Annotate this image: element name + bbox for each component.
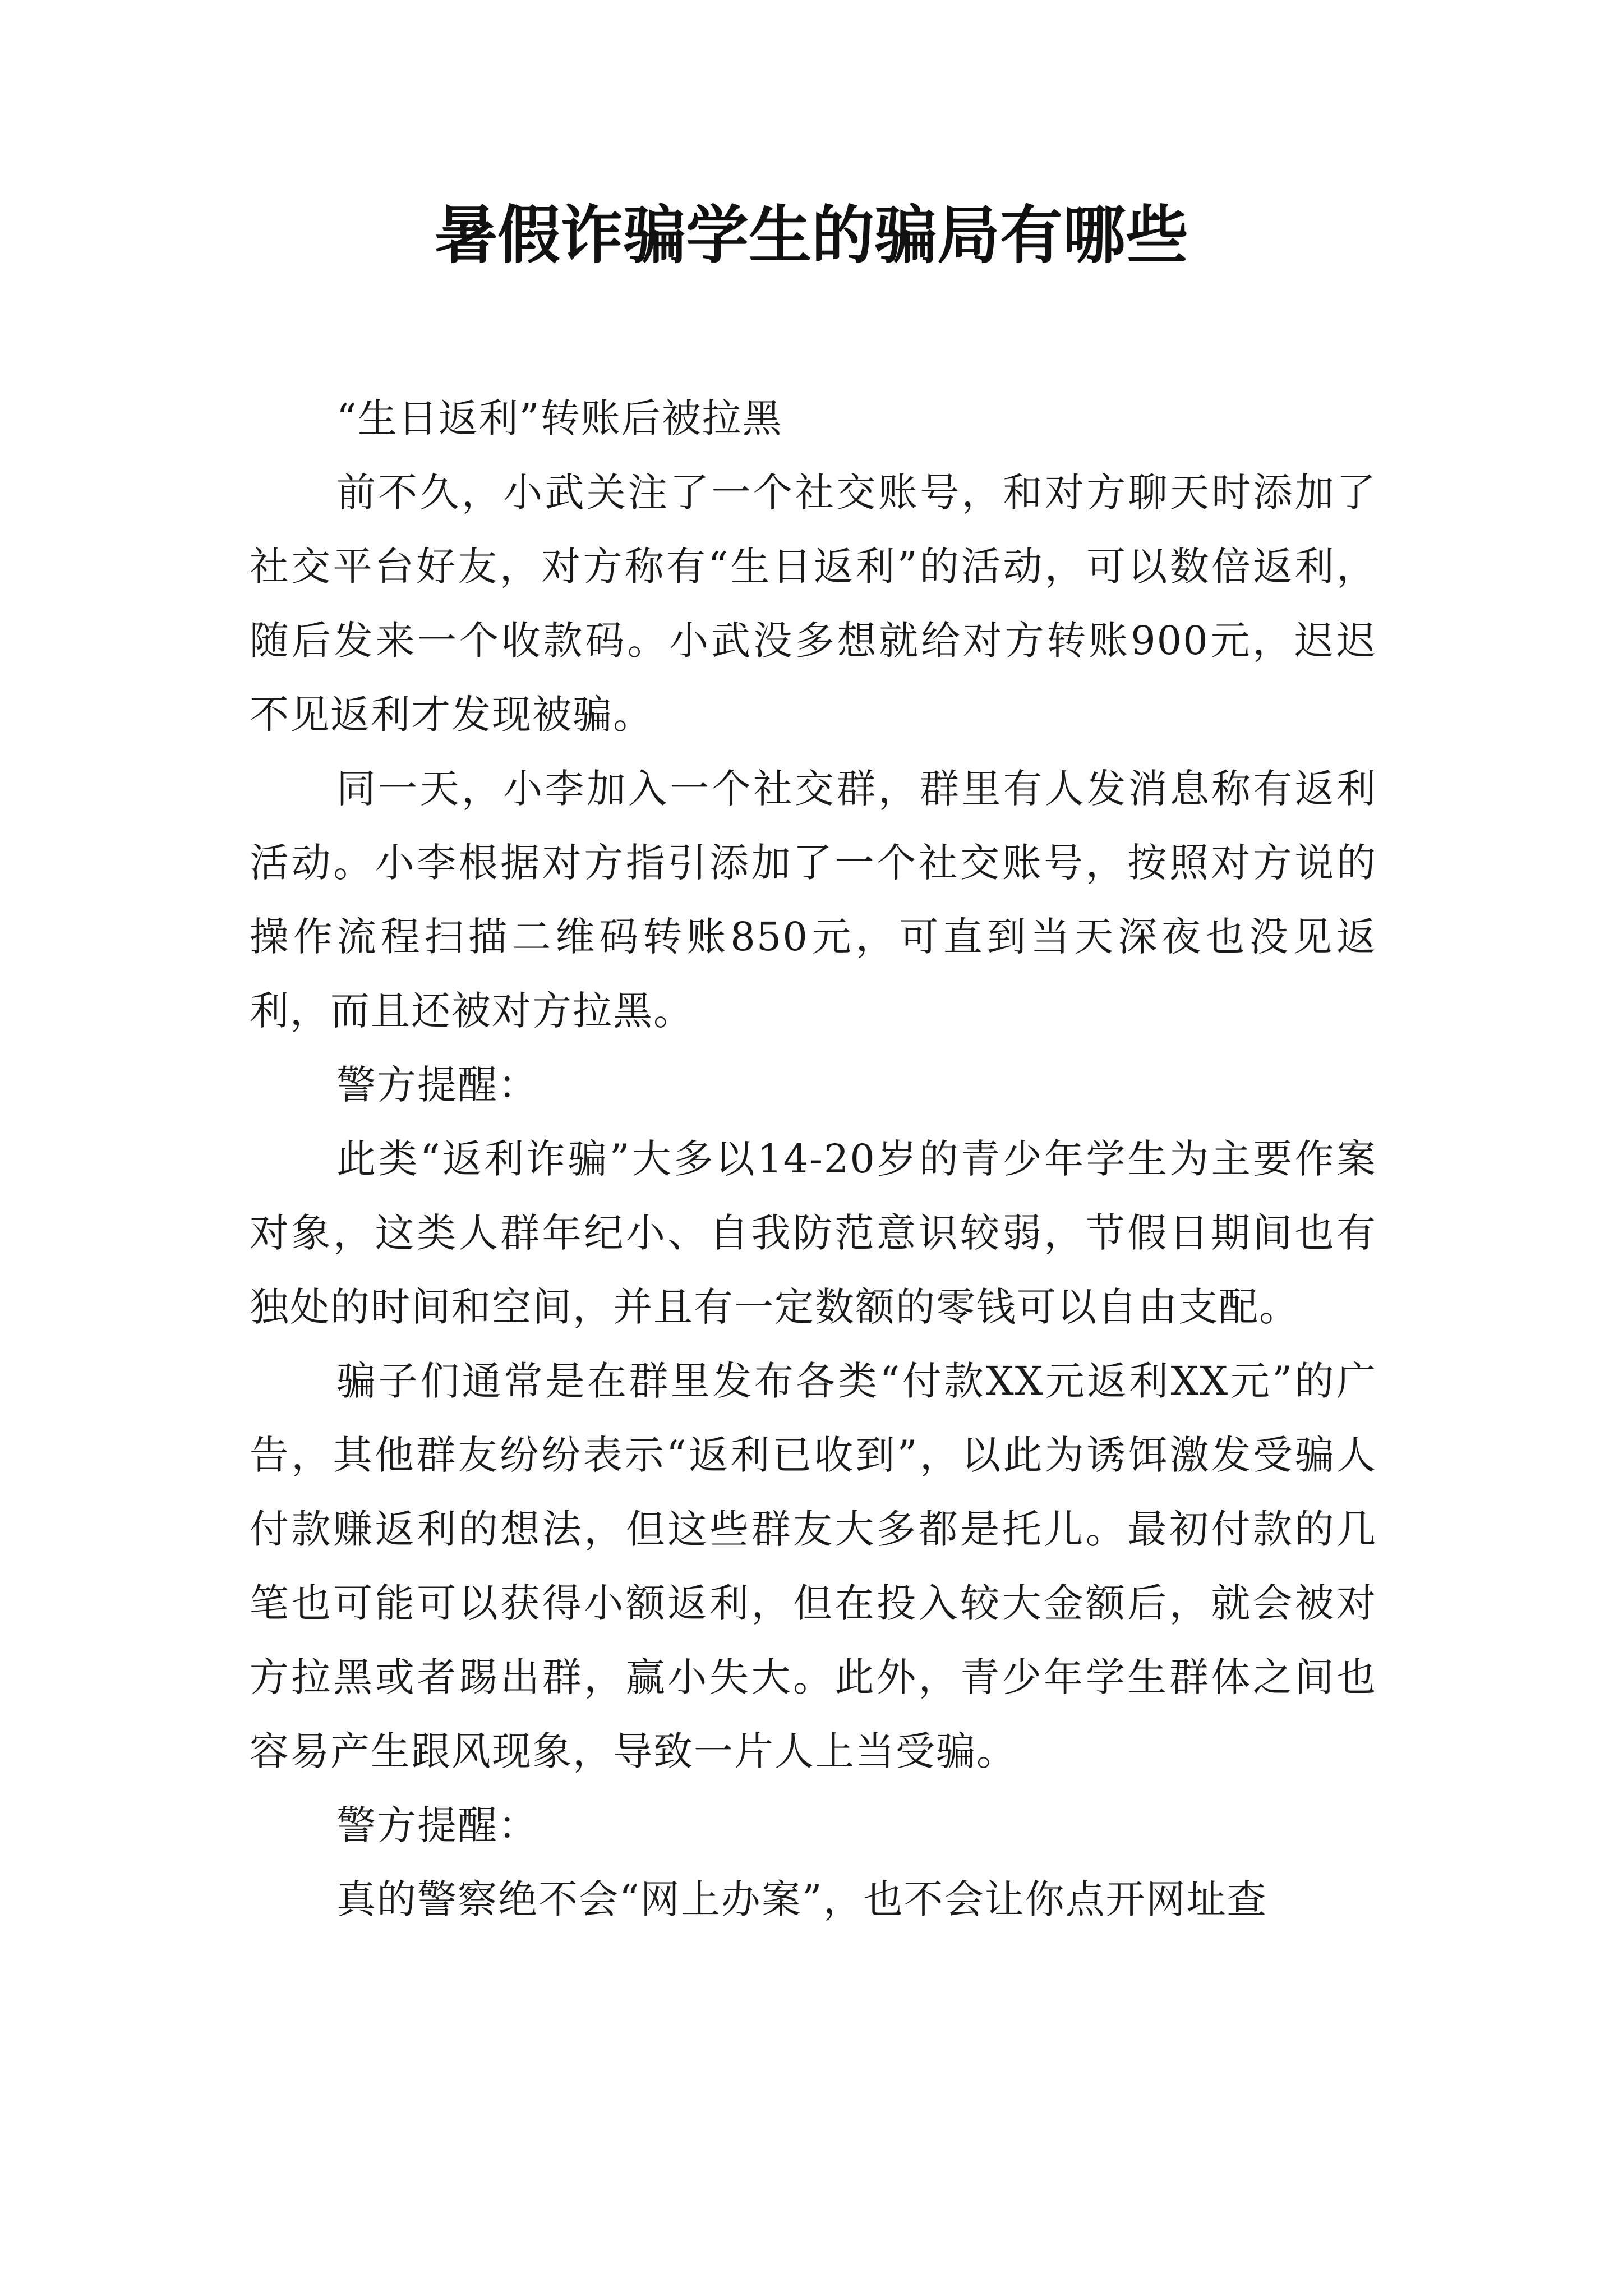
police-reminder-heading: 警方提醒： xyxy=(336,1062,538,1108)
paragraph-scammer-methods: 骗子们通常是在群里发布各类“付款XX元返利XX元”的广告，其他群友纷纷表示“返利已收到”，以此为诱饵激发受骗人付款赚返利的想法，但这些群友大多都是托儿。最初付款的几笔也可能可以获得小额返利，但在投入较大金额后，就会被对方拉黑或者踢出群，赢小失大。此外，青少年学生群体之间也容易产生跟风现象，导致一片人上当受骗。 xyxy=(250,1358,1377,1774)
paragraph-real-police: 真的警察绝不会“网上办案”，也不会让你点开网址查 xyxy=(336,1876,1267,1922)
document-title: 暑假诈骗学生的骗局有哪些 xyxy=(435,199,1188,272)
paragraph-case-xiaowu: 前不久，小武关注了一个社交账号，和对方聊天时添加了社交平台好友，对方称有“生日返利”的活动，可以数倍返利，随后发来一个收款码。小武没多想就给对方转账900元，迟迟不见返利才发现被骗。 xyxy=(250,470,1377,738)
section-heading-birthday-rebate: “生日返利”转账后被拉黑 xyxy=(336,395,783,441)
paragraph-rebate-fraud-targets: 此类“返利诈骗”大多以14-20岁的青少年学生为主要作案对象，这类人群年纪小、自我防范意识较弱，节假日期间也有独处的时间和空间，并且有一定数额的零钱可以自由支配。 xyxy=(250,1136,1377,1330)
document-body xyxy=(250,381,1377,1936)
paragraph-case-xiaoli: 同一天，小李加入一个社交群，群里有人发消息称有返利活动。小李根据对方指引添加了一个社交账号，按照对方说的操作流程扫描二维码转账850元，可直到当天深夜也没见返利，而且还被对方拉黑。 xyxy=(250,766,1377,1034)
police-reminder-heading-2: 警方提醒： xyxy=(336,1802,538,1848)
